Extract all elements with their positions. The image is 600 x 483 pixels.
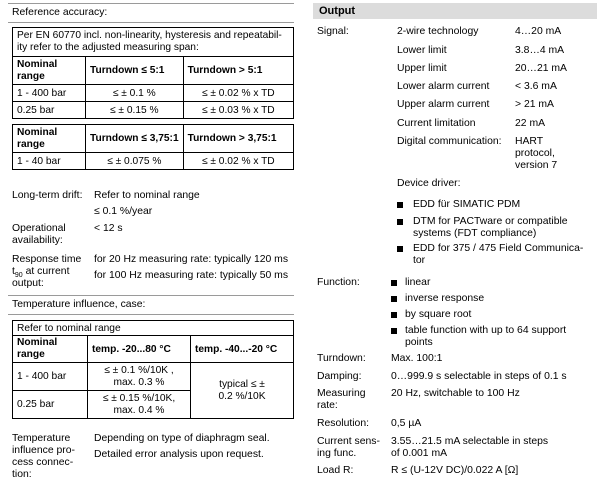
reference-accuracy-label: Reference accuracy:	[12, 7, 108, 18]
accuracy-note: Per EN 60770 incl. non-linearity, hysteresis and repeatabil- ity refer to the adjusted measuring span:	[13, 28, 294, 57]
long-term-drift-line1: Refer to nominal range	[94, 190, 200, 201]
output-section-header: Output	[313, 3, 597, 19]
temp-head-range-2: temp. -40...-20 °C	[191, 336, 294, 363]
temp-typical-cell: typical ≤ ± 0.2 %/10K	[191, 363, 294, 419]
resolution-label: Resolution:	[317, 418, 369, 429]
response-label-1: Response time	[12, 254, 82, 265]
temperature-table	[12, 320, 294, 419]
current-sensing-value-2: of 0.001 mA	[391, 448, 448, 459]
response-label-3: output:	[12, 278, 44, 289]
signal-row-label: Lower limit	[397, 45, 447, 56]
process-label-4: tion:	[12, 469, 32, 480]
long-term-drift-label: Long-term drift:	[12, 190, 83, 201]
temp-head-range: Nominal range	[13, 336, 88, 363]
acc-head2-range: Nominal range	[13, 125, 86, 153]
divider-temperature-2	[8, 314, 294, 315]
current-sensing-label-1: Current sens-	[317, 436, 380, 447]
operational-label-1: Operational	[12, 223, 66, 234]
signal-row-value: 22 mA	[515, 118, 546, 129]
signal-row-value: 4…20 mA	[515, 26, 562, 37]
operational-label-2: availability:	[12, 235, 63, 246]
measuring-rate-label-1: Measuring	[317, 388, 366, 399]
process-line2: Detailed error analysis upon request.	[94, 449, 264, 460]
digital-value-3: version 7	[515, 160, 558, 171]
resolution-value: 0,5 µA	[391, 418, 422, 429]
acc-head-turndown-high: Turndown > 5:1	[183, 57, 293, 85]
process-line1: Depending on type of diaphragm seal.	[94, 433, 270, 444]
signal-row-label: Lower alarm current	[397, 81, 490, 92]
signal-row-label: Upper alarm current	[397, 99, 490, 110]
current-sensing-label-2: ing func.	[317, 448, 357, 459]
device-driver-label: Device driver:	[397, 178, 461, 189]
measuring-rate-value: 20 Hz, switchable to 100 Hz	[391, 388, 520, 399]
bullet-icon	[391, 328, 397, 334]
operational-value: < 12 s	[94, 223, 123, 234]
driver-item: EDD for 375 / 475 Field Communica-	[413, 243, 584, 254]
table-row: 0.25 bar ≤ ± 0.15 % ≤ ± 0.03 % x TD	[13, 102, 294, 119]
load-value: R ≤ (U-12V DC)/0.022 A [Ω]	[391, 465, 519, 476]
temp-refer-row: Refer to nominal range	[13, 321, 294, 336]
divider-top	[8, 3, 294, 4]
signal-row-label: 2-wire technology	[397, 26, 479, 37]
signal-row-value: 3.8…4 mA	[515, 45, 565, 56]
divider-accuracy	[8, 22, 294, 23]
damping-label: Damping:	[317, 371, 362, 382]
function-item: table function with up to 64 support	[405, 325, 567, 336]
bullet-icon	[397, 202, 403, 208]
signal-row-label: Current limitation	[397, 118, 476, 129]
signal-row-value: < 3.6 mA	[515, 81, 557, 92]
temperature-influence-label: Temperature influence, case:	[12, 299, 146, 310]
process-label-1: Temperature	[12, 433, 71, 444]
bullet-icon	[397, 246, 403, 252]
driver-item: tor	[413, 255, 426, 266]
table-row: 1 - 400 bar ≤ ± 0.1 %/10K , max. 0.3 % typical ≤ ± 0.2 %/10K	[13, 363, 294, 391]
function-label: Function:	[317, 277, 360, 288]
acc-head2-turndown-low: Turndown ≤ 3,75:1	[86, 125, 184, 153]
function-item: by square root	[405, 309, 472, 320]
measuring-rate-label-2: rate:	[317, 400, 338, 411]
bullet-icon	[391, 312, 397, 318]
function-item: linear	[405, 277, 431, 288]
process-label-2: influence pro-	[12, 445, 75, 456]
table-row: 1 - 400 bar ≤ ± 0.1 % ≤ ± 0.02 % x TD	[13, 85, 294, 102]
process-label-3: cess connec-	[12, 457, 74, 468]
table-row: 1 - 40 bar ≤ ± 0.075 % ≤ ± 0.02 % x TD	[13, 153, 294, 170]
digital-value-2: protocol,	[515, 148, 555, 159]
signal-row-label: Upper limit	[397, 63, 447, 74]
acc-head-turndown-low: Turndown ≤ 5:1	[86, 57, 184, 85]
driver-item: EDD für SIMATIC PDM	[413, 199, 521, 210]
acc-head2-turndown-high: Turndown > 3,75:1	[183, 125, 293, 153]
divider-temperature	[8, 295, 294, 296]
damping-value: 0…999.9 s selectable in steps of 0.1 s	[391, 371, 567, 382]
response-label-2: $t_{90}$ at current	[12, 266, 70, 280]
signal-label: Signal:	[317, 26, 349, 37]
digital-value-1: HART	[515, 136, 544, 147]
bullet-icon	[397, 219, 403, 225]
bullet-icon	[391, 296, 397, 302]
digital-communication-label: Digital communication:	[397, 136, 502, 147]
turndown-value: Max. 100:1	[391, 353, 443, 364]
driver-item: systems (FDT compliance)	[413, 228, 537, 239]
function-item: inverse response	[405, 293, 485, 304]
turndown-label: Turndown:	[317, 353, 366, 364]
response-line1: for 20 Hz measuring rate: typically 120 ms	[94, 254, 289, 265]
long-term-drift-line2: ≤ 0.1 %/year	[94, 206, 153, 217]
signal-row-value: 20…21 mA	[515, 63, 567, 74]
driver-item: DTM for PACTware or compatible	[413, 216, 568, 227]
function-item: points	[405, 337, 433, 348]
load-label: Load R:	[317, 465, 354, 476]
acc-head-range: Nominal range	[13, 57, 86, 85]
bullet-icon	[391, 280, 397, 286]
signal-row-value: > 21 mA	[515, 99, 554, 110]
accuracy-table	[12, 27, 294, 170]
temp-head-range-1: temp. -20...80 °C	[88, 336, 191, 363]
response-line2: for 100 Hz measuring rate: typically 50 ms	[94, 270, 289, 281]
current-sensing-value-1: 3.55…21.5 mA selectable in steps	[391, 436, 549, 447]
table-row: 0.25 bar ≤ ± 0.15 %/10K, max. 0.4 %	[13, 391, 294, 419]
